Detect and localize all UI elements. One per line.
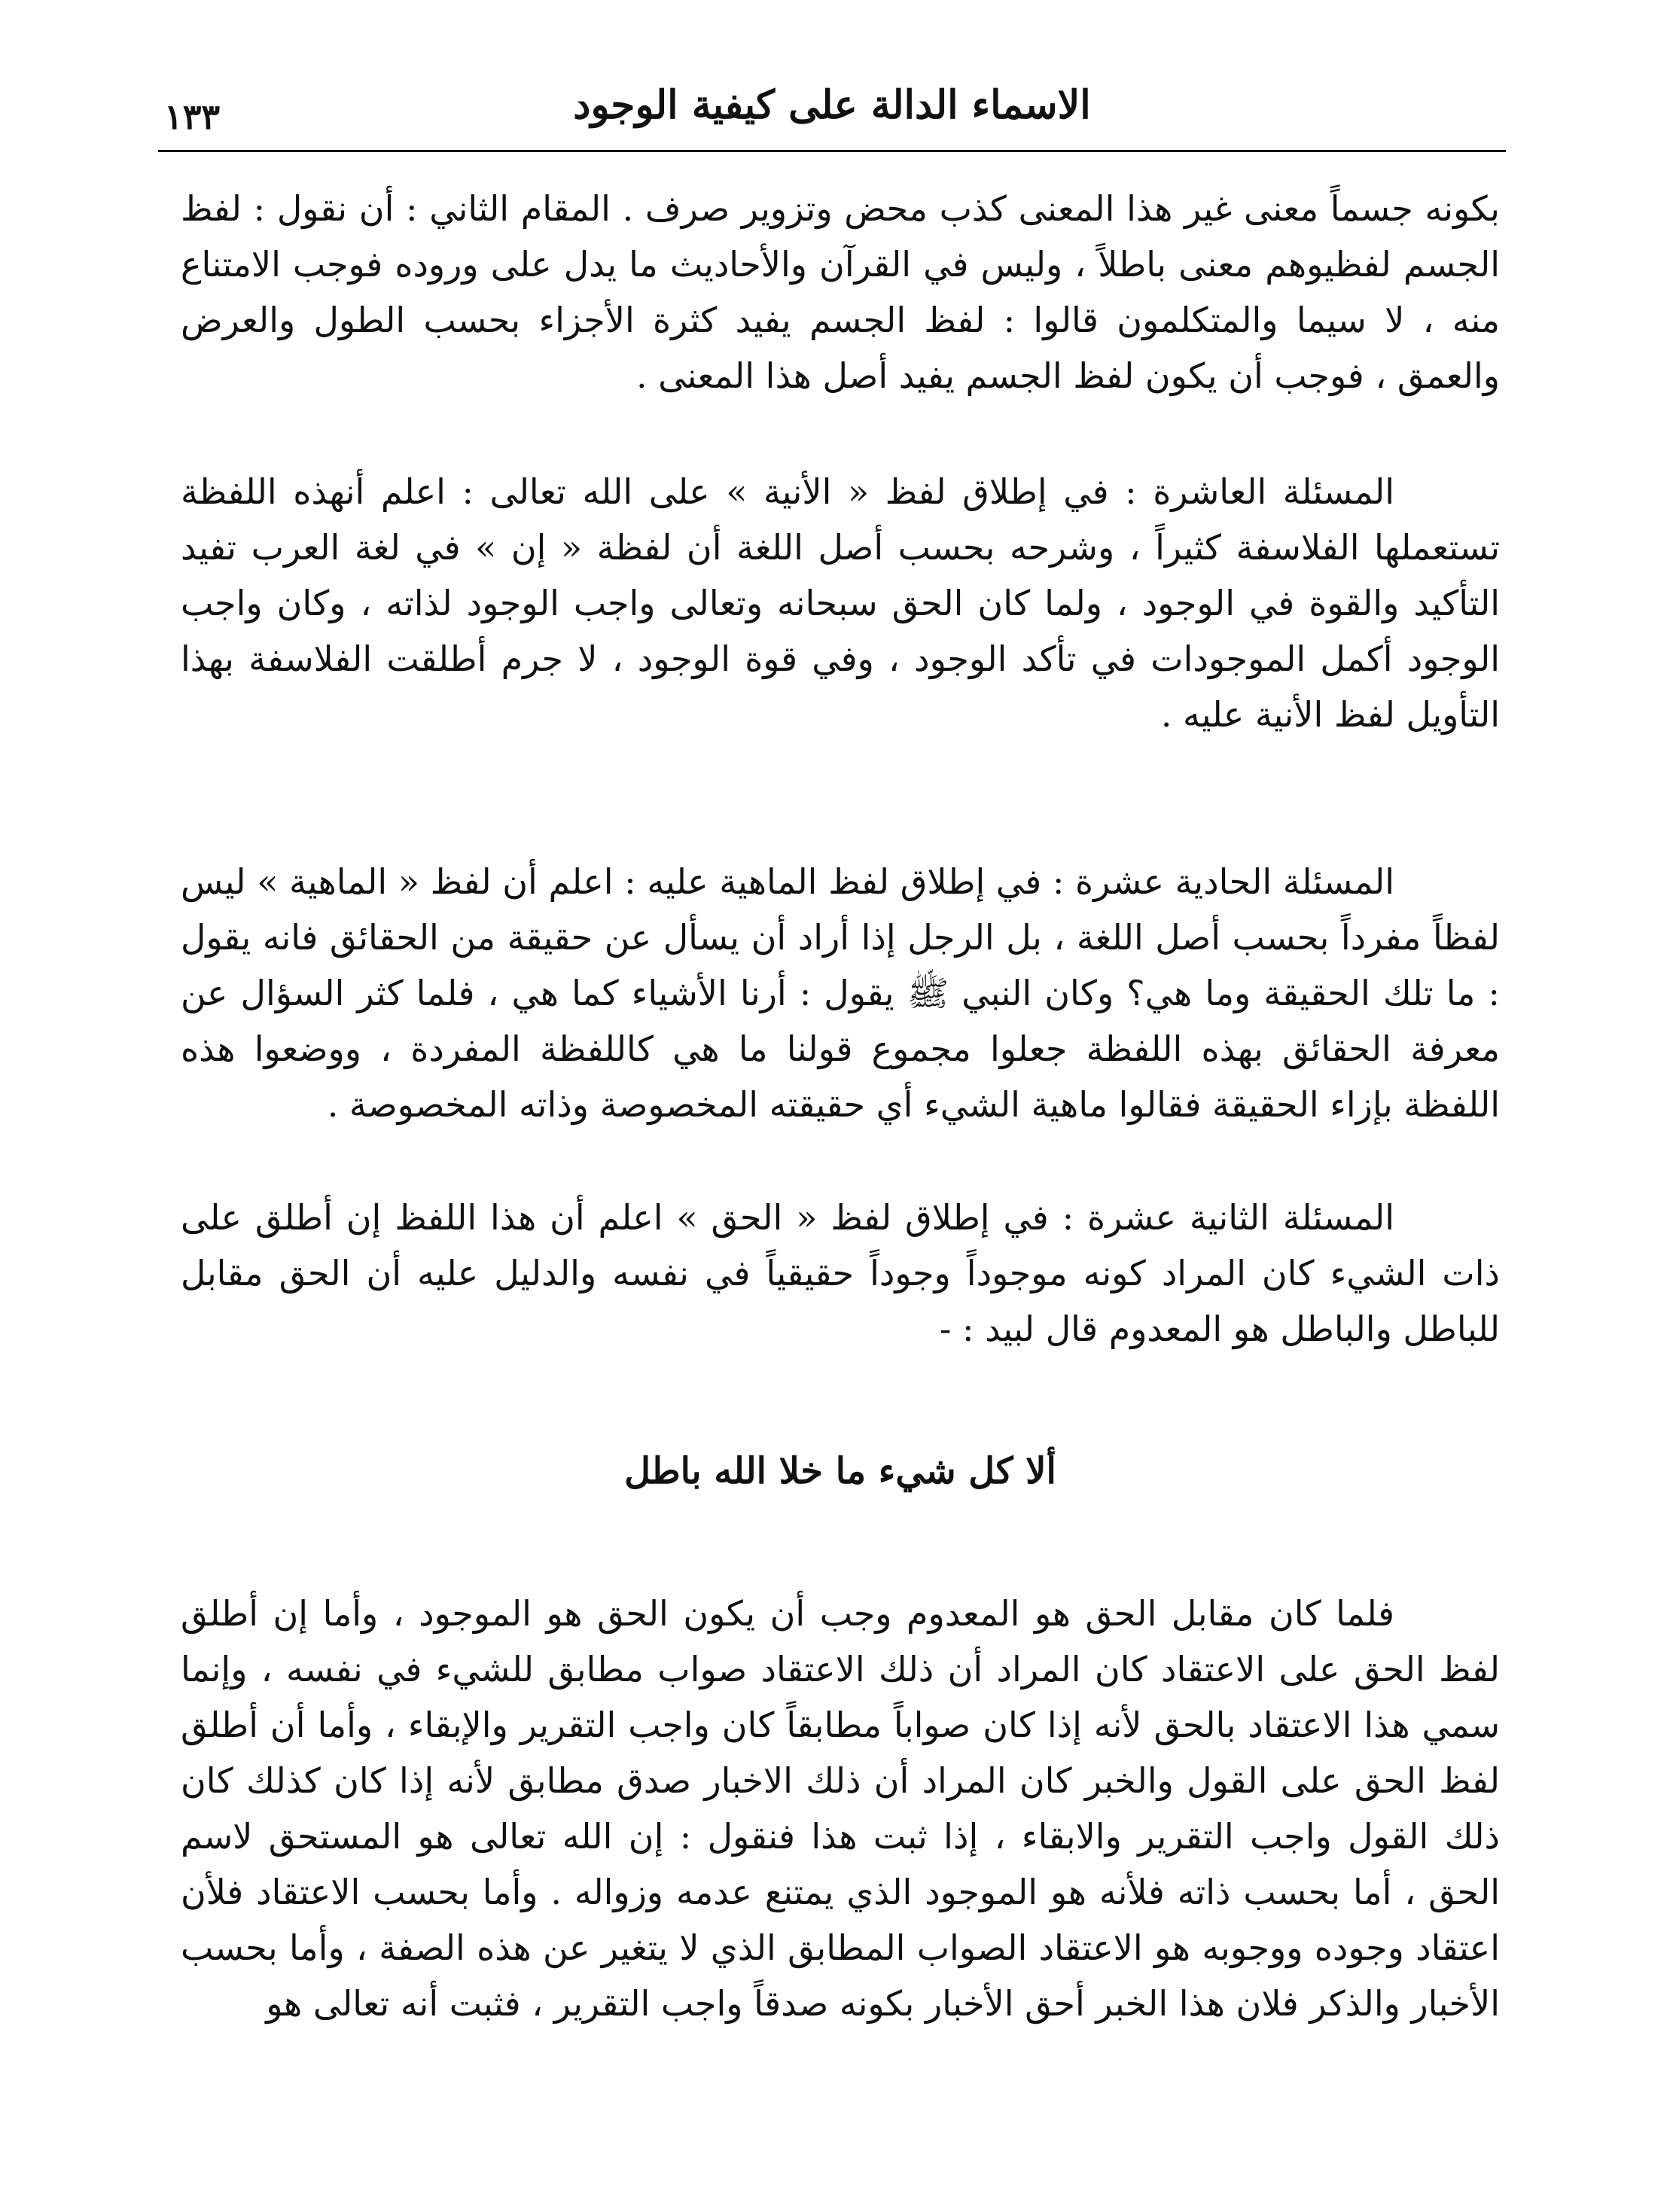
paragraph-text: المسئلة الثانية عشرة : في إطلاق لفظ « الحق » اعلم أن هذا اللفظ إن أطلق على ذات الشيء كان المراد كونه موجوداً وجوداً حقيقياً في نفسه والدليل عليه أن الحق مقابل للباطل والباطل هو المعدوم قال لبيد : -	[181, 1197, 1500, 1349]
paragraph-text: فلما كان مقابل الحق هو المعدوم وجب أن يكون الحق هو الموجود ، وأما إن أطلق لفظ الحق على الاعتقاد كان المراد أن ذلك الاعتقاد صواب مطابق للشيء في نفسه ، وإنما سمي هذا الاعتقاد بالحق لأنه إذا كان صواباً مطابقاً كان واجب التقرير والإبقاء ، وأما أن أطلق لفظ الحق على القول والخبر كان المراد أن ذلك الاخبار صدق مطابق لأنه إذا كان كذلك كان ذلك القول واجب التقرير والابقاء ، إذا ثبت هذا فنقول : إن الله تعالى هو المستحق لاسم الحق ، أما بحسب ذاته فلأنه هو الموجود الذي يمتنع عدمه وزواله . وأما بحسب الاعتقاد فلأن اعتقاد وجوده ووجوبه هو الاعتقاد الصواب المطابق الذي لا يتغير عن هذه الصفة ، وأما بحسب الأخبار والذكر فلان هذا الخبر أحق الأخبار بكونه صدقاً واجب التقرير ، فثبت أنه تعالى هو	[181, 1593, 1500, 2024]
paragraph-text: بكونه جسماً معنى غير هذا المعنى كذب محض وتزوير صرف . المقام الثاني : أن نقول : لفظ الجسم لفظيوهم معنى باطلاً ، وليس في القرآن والأحاديث ما يدل على وروده فوجب الامتناع منه ، لا سيما والمتكلمون قالوا : لفظ الجسم يفيد كثرة الأجزاء بحسب الطول والعرض والعمق ، فوجب أن يكون لفظ الجسم يفيد أصل هذا المعنى .	[181, 188, 1500, 396]
paragraph-tenth-issue	[181, 464, 1500, 742]
paragraph-text: المسئلة العاشرة : في إطلاق لفظ « الأنية » على الله تعالى : اعلم أنهذه اللفظة تستعملها الفلاسفة كثيراً ، وشرحه بحسب أصل اللغة أن لفظة « إن » في لغة العرب تفيد التأكيد والقوة في الوجود ، ولما كان الحق سبحانه وتعالى واجب الوجود لذاته ، وكان واجب الوجود أكمل الموجودات في تأكد الوجود ، وفي قوة الوجود ، لا جرم أطلقت الفلاسفة بهذا التأويل لفظ الأنية عليه .	[181, 471, 1500, 735]
running-header	[158, 72, 1506, 155]
paragraph-twelfth-issue	[181, 1190, 1500, 1357]
paragraph-eleventh-issue	[181, 854, 1500, 1132]
paragraph-conclusion	[181, 1586, 1500, 2031]
header-title: الاسماء الدالة على كيفية الوجود	[573, 82, 1091, 128]
page-number: ١٣٣	[164, 96, 221, 137]
poem-verse: ألا كل شيء ما خلا الله باطل	[624, 1450, 1056, 1492]
paragraph-text: المسئلة الحادية عشرة : في إطلاق لفظ الماهية عليه : اعلم أن لفظ « الماهية » ليس لفظاً مفرداً بحسب أصل اللغة ، بل الرجل إذا أراد أن يسأل عن حقيقة من الحقائق فانه يقول : ما تلك الحقيقة وما هي؟ وكان النبي ﷺ يقول : أرنا الأشياء كما هي ، فلما كثر السؤال عن معرفة الحقائق بهذه اللفظة جعلوا مجموع قولنا ما هي كاللفظة المفردة ، ووضعوا هذه اللفظة بإزاء الحقيقة فقالوا ماهية الشيء أي حقيقته المخصوصة وذاته المخصوصة .	[181, 861, 1500, 1125]
paragraph-continuation	[181, 181, 1500, 404]
header-rule	[158, 150, 1506, 152]
